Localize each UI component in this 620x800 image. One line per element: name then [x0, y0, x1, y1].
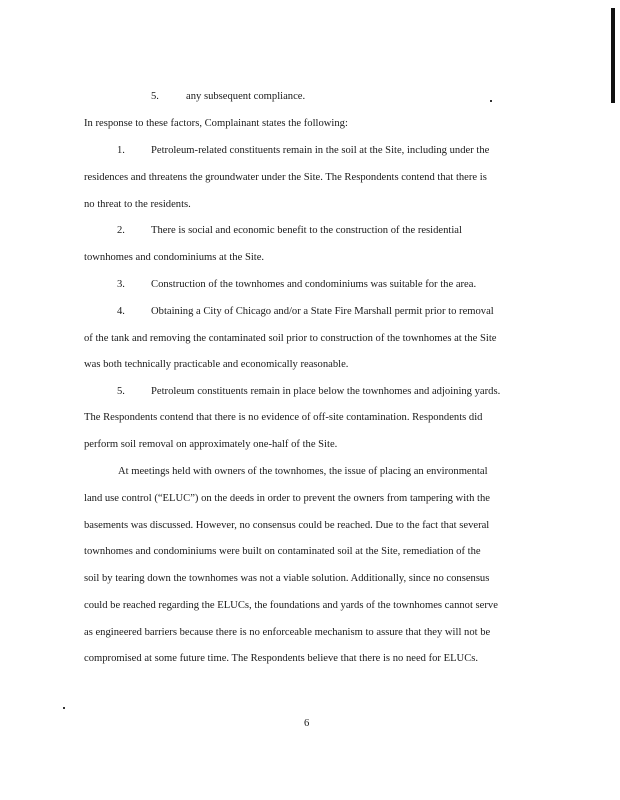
- scan-speck: [490, 100, 492, 102]
- scan-edge-bar: [611, 8, 615, 103]
- point-number: 3.: [117, 279, 125, 290]
- page-number: 6: [304, 718, 310, 729]
- point-number: 2.: [117, 225, 125, 236]
- paragraph-line: compromised at some future time. The Respondents believe that there is no need for ELUCs.: [84, 653, 479, 664]
- paragraph-line: land use control (“ELUC”) on the deeds in order to prevent the owners from tampering with the: [84, 493, 490, 504]
- intro-line: In response to these factors, Complainant states the following:: [84, 118, 348, 129]
- point-line: Obtaining a City of Chicago and/or a State Fire Marshall permit prior to removal: [151, 306, 494, 317]
- point-line: Construction of the townhomes and condominiums was suitable for the area.: [151, 279, 477, 290]
- point-line: perform soil removal on approximately one-half of the Site.: [84, 439, 338, 450]
- paragraph-line: townhomes and condominiums were built on contaminated soil at the Site, remediation of the: [84, 546, 481, 557]
- paragraph-line: as engineered barriers because there is no enforceable mechanism to assure that they will not be: [84, 627, 491, 638]
- point-line: residences and threatens the groundwater under the Site. The Respondents contend that there is: [84, 172, 487, 183]
- point-number: 4.: [117, 306, 125, 317]
- point-line: Petroleum-related constituents remain in the soil at the Site, including under the: [151, 145, 490, 156]
- point-line: of the tank and removing the contaminated soil prior to construction of the townhomes at the Site: [84, 333, 497, 344]
- paragraph-line: basements was discussed. However, no consensus could be reached. Due to the fact that several: [84, 520, 490, 531]
- paragraph-line: soil by tearing down the townhomes was not a viable solution. Additionally, since no consensus: [84, 573, 490, 584]
- point-line: There is social and economic benefit to the construction of the residential: [151, 225, 462, 236]
- point-line: no threat to the residents.: [84, 199, 191, 210]
- point-line: Petroleum constituents remain in place below the townhomes and adjoining yards.: [151, 386, 501, 397]
- point-line: The Respondents contend that there is no evidence of off-site contamination. Respondents did: [84, 412, 483, 423]
- scan-speck: [63, 707, 65, 709]
- point-line: was both technically practicable and economically reasonable.: [84, 359, 349, 370]
- point-line: townhomes and condominiums at the Site.: [84, 252, 265, 263]
- paragraph-line: At meetings held with owners of the townhomes, the issue of placing an environmental: [118, 466, 488, 477]
- paragraph-line: could be reached regarding the ELUCs, the foundations and yards of the townhomes cannot serve: [84, 600, 498, 611]
- point-number: 5.: [117, 386, 125, 397]
- item-number: 5.: [151, 91, 159, 102]
- item-text: any subsequent compliance.: [186, 91, 306, 102]
- point-number: 1.: [117, 145, 125, 156]
